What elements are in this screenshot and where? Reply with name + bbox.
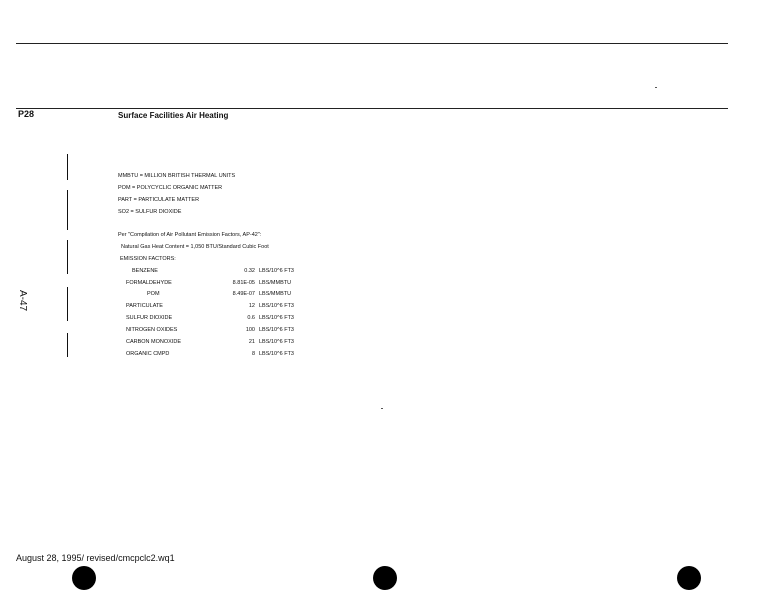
factor-value: 8.81E-05: [232, 280, 255, 286]
top-rule: [16, 43, 728, 44]
factor-unit: LBS/MMBTU: [259, 280, 292, 286]
scan-speck: [381, 408, 383, 409]
binder-hole: [72, 566, 96, 590]
emission-factors-label: EMISSION FACTORS:: [120, 256, 176, 262]
factor-value: 0.6: [247, 315, 255, 321]
factor-unit: LBS/10^6 FT3: [259, 351, 294, 357]
factor-value: 8.49E-07: [232, 291, 255, 297]
binder-hole: [677, 566, 701, 590]
binder-hole: [373, 566, 397, 590]
factor-name: POM: [147, 291, 160, 297]
factor-unit: LBS/MMBTU: [259, 291, 292, 297]
section-code: P28: [18, 109, 35, 119]
definition-line: MMBTU = MILLION BRITISH THERMAL UNITS: [118, 173, 236, 179]
factor-value: 21: [248, 339, 255, 345]
factor-unit: LBS/10^6 FT3: [259, 303, 294, 309]
factor-name: NITROGEN OXIDES: [126, 327, 178, 333]
factor-unit: LBS/10^6 FT3: [259, 339, 294, 345]
heat-content: Natural Gas Heat Content = 1,050 BTU/Standard Cubic Foot: [121, 244, 269, 250]
factor-name: SULFUR DIOXIDE: [126, 315, 173, 321]
definition-line: PART = PARTICULATE MATTER: [118, 197, 200, 203]
factor-unit: LBS/10^6 FT3: [259, 268, 294, 274]
factor-value: 8: [251, 351, 255, 357]
scan-speck: [655, 87, 657, 88]
factor-name: CARBON MONOXIDE: [126, 339, 182, 345]
change-bar: [67, 287, 68, 321]
header-rule: [16, 108, 728, 109]
source-note: Per "Compilation of Air Pollutant Emission Factors, AP-42":: [118, 232, 262, 238]
factor-unit: LBS/10^6 FT3: [259, 315, 294, 321]
factor-value: 0.32: [244, 268, 255, 274]
change-bar: [67, 333, 68, 357]
change-bar: [67, 154, 68, 180]
change-bar: [67, 240, 68, 274]
factor-name: ORGANIC CMPD: [126, 351, 170, 357]
factor-name: PARTICULATE: [126, 303, 163, 309]
section-title: Surface Facilities Air Heating: [118, 111, 229, 120]
definition-line: POM = POLYCYCLIC ORGANIC MATTER: [118, 185, 223, 191]
factor-unit: LBS/10^6 FT3: [259, 327, 294, 333]
factor-value: 12: [248, 303, 255, 309]
footer-text: August 28, 1995/ revised/cmcpclc2.wq1: [16, 553, 175, 563]
factor-name: FORMALDEHYDE: [126, 280, 172, 286]
page-number: A-47: [17, 290, 28, 312]
definition-line: SO2 = SULFUR DIOXIDE: [118, 209, 182, 215]
factor-name: BENZENE: [132, 268, 158, 274]
factor-value: 100: [245, 327, 255, 333]
change-bar: [67, 190, 68, 230]
